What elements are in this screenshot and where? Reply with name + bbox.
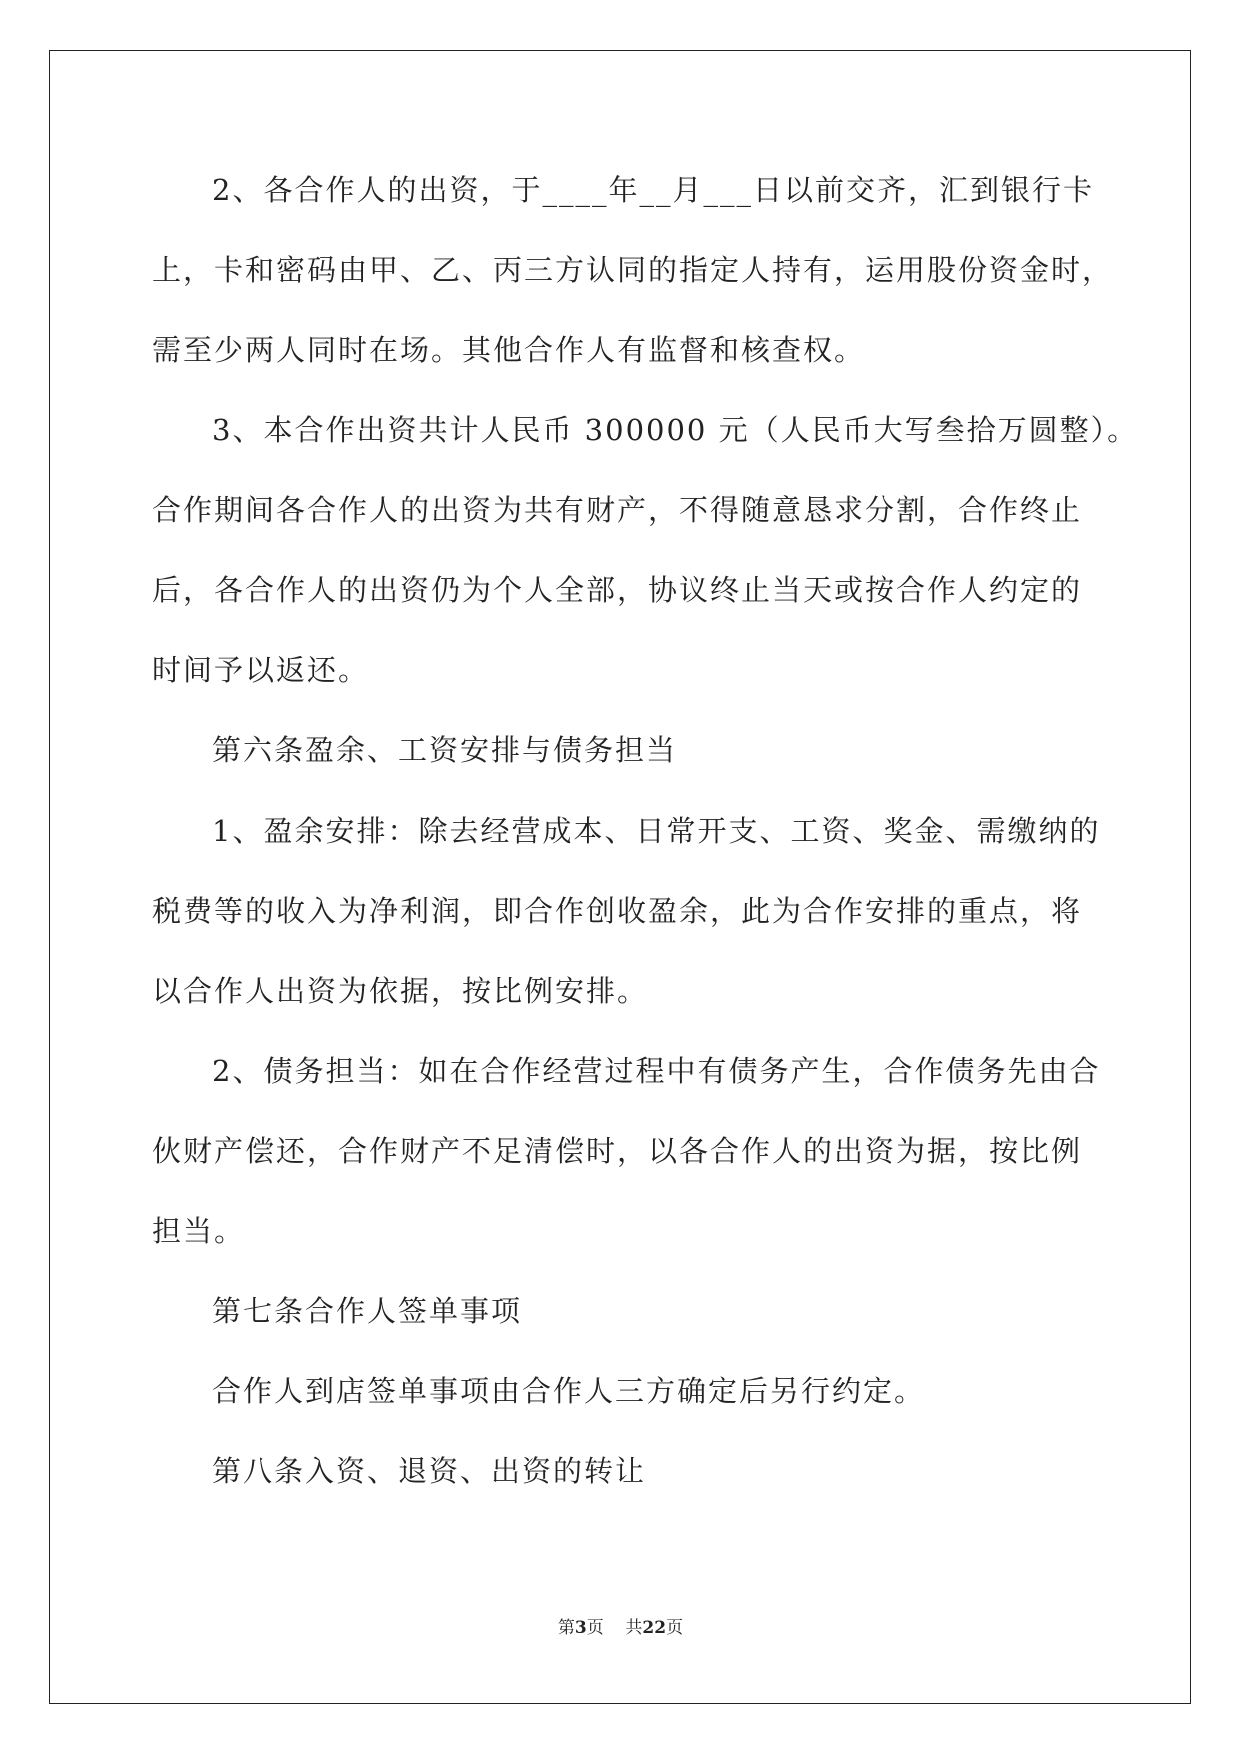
section-heading: 第七条合作人签单事项 — [212, 1294, 523, 1328]
paragraph-line: 税费等的收入为净利润，即合作创收盈余，此为合作安排的重点，将 — [152, 894, 1083, 928]
total-pages: 22 — [642, 1618, 667, 1638]
paragraph-line: 以合作人出资为依据，按比例安排。 — [152, 974, 649, 1008]
page-number: 3 — [574, 1618, 587, 1638]
paragraph-line: 1、盈余安排：除去经营成本、日常开支、工资、奖金、需缴纳的 — [212, 814, 1101, 848]
page-suffix: 页 — [586, 1618, 604, 1638]
section-heading: 第六条盈余、工资安排与债务担当 — [212, 733, 678, 767]
paragraph-line: 时间予以返还。 — [152, 653, 370, 687]
section-heading: 第八条入资、退资、出资的转让 — [212, 1454, 647, 1488]
paragraph-line: 需至少两人同时在场。其他合作人有监督和核查权。 — [152, 333, 866, 367]
paragraph-line: 上，卡和密码由甲、乙、丙三方认同的指定人持有，运用股份资金时， — [152, 253, 1114, 287]
paragraph-line: 担当。 — [152, 1214, 246, 1248]
paragraph-line: 后，各合作人的出资仍为个人全部，协议终止当天或按合作人约定的 — [152, 573, 1083, 607]
paragraph-line: 合作人到店签单事项由合作人三方确定后另行约定。 — [212, 1374, 926, 1408]
page-prefix: 第 — [557, 1618, 575, 1638]
paragraph-line: 伙财产偿还，合作财产不足清偿时，以各合作人的出资为据，按比例 — [152, 1134, 1083, 1168]
total-prefix: 共 — [625, 1618, 643, 1638]
page-footer — [0, 1613, 1241, 1638]
paragraph-line: 3、本合作出资共计人民币 300000 元（人民币大写叁拾万圆整）。 — [212, 413, 1139, 447]
paragraph-line: 2、各合作人的出资，于____年__月___日以前交齐，汇到银行卡 — [212, 173, 1094, 207]
paragraph-line: 合作期间各合作人的出资为共有财产，不得随意恳求分割，合作终止 — [152, 493, 1083, 527]
paragraph-line: 2、债务担当：如在合作经营过程中有债务产生，合作债务先由合 — [212, 1054, 1101, 1088]
total-suffix: 页 — [666, 1618, 684, 1638]
